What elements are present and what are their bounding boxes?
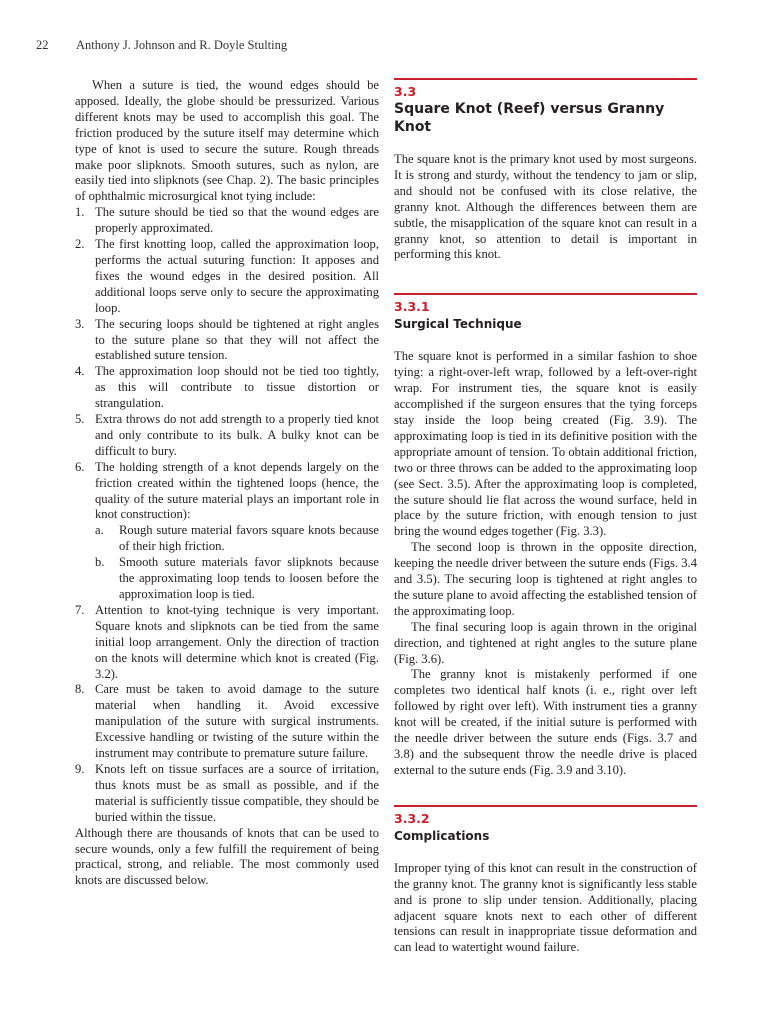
list-item: 9. Knots left on tissue surfaces are a source of irritation, thus knots must be as small as possible, and if the material is sufficiently tissue compatible, they should be buried within the tissue. — [75, 761, 379, 824]
section-number: 3.3.2 — [394, 810, 430, 826]
section-number: 3.3.1 — [394, 299, 430, 315]
list-item: 2. The first knotting loop, called the approximation loop, performs the actual suturing function: It apposes and fixes the wound edges in the desired position. All additional loops serve only to secure the approximating loop. — [75, 237, 379, 315]
list-item: 6. The holding strength of a knot depends largely on the friction created within the tightened loops (hence, the quality of the suture material plays an important role in knot construction): a. Rough suture material favors square knots because of their high friction. b. Smooth suture materials favor slipknots because the approximating loop tends to loosen before the approximation loop is tied. — [75, 459, 379, 601]
running-head-authors: Anthony J. Johnson and R. Doyle Stulting — [76, 38, 288, 52]
intro-paragraph: When a suture is tied, the wound edges should be apposed. Ideally, the globe should be pressurized. Various different knots may be used to accomplish this goal. The friction produced by the suture itself may determine which type of knot is used to secure the suture. Rough threads make poor slipknots. Smooth sutures, such as nylon, are easily tied into slipknots (see Chap. 2). The basic principles of ophthalmic microsurgical knot tying include: — [75, 78, 379, 204]
technique-paragraph-2: The second loop is thrown in the opposite direction, keeping the needle driver between the suture ends (Figs. 3.4 and 3.5). The securing loop is tightened at right angles to the suture plane to avoid affecting the established tension of the approximating loop. — [394, 540, 697, 618]
section-heading-3-3-2 — [394, 805, 697, 845]
section-heading-3-3-1 — [394, 293, 697, 333]
section-title: Square Knot (Reef) versus Granny Knot — [394, 101, 665, 135]
technique-paragraph-3: The final securing loop is again thrown in the original direction, and tightened at right angles to the suture plane (Fig. 3.6). — [394, 619, 697, 666]
technique-paragraph-1: The square knot is performed in a similar fashion to shoe tying: a right-over-left wrap, followed by a left-over-right wrap. For instrument ties, the square knot is easily accomplished if the surgeon ensures that the tying forceps stay inside the loop being created (Fig. 3.9). The approximating loop is tied in its definitive position with the appropriate amount of tension. To obtain additional friction, two or three throws can be added to the approximating loop (see Sect. 3.5). After the approximating loop is completed, the suture should lie flat across the wound surface, held in place by the suture friction, with enough tension to just bring the wound edges together (Fig. 3.3). — [394, 349, 697, 539]
list-item: 1. The suture should be tied so that the wound edges are properly approximated. — [75, 205, 379, 236]
section-number: 3.3 — [394, 84, 417, 99]
list-item: 3. The securing loops should be tightened at right angles to the suture plane so that they will not affect the established suture tension. — [75, 316, 379, 363]
section-title: Surgical Technique — [394, 317, 522, 332]
list-item: 5. Extra throws do not add strength to a properly tied knot and only contribute to its bulk. A bulky knot can be difficult to bury. — [75, 412, 379, 458]
sub-list-item: a. Rough suture material favors square knots because of their high friction. — [95, 523, 379, 554]
list-item: 4. The approximation loop should not be tied too tightly, as this will contribute to tissue distortion or strangulation. — [75, 364, 379, 411]
list-item: 8. Care must be taken to avoid damage to the suture material when handling it. Avoid excessive manipulation of the suture with surgical instruments. Excessive handling or twisting of the suture within the instrument may contribute to premature suture failure. — [75, 682, 379, 761]
sub-list-item: b. Smooth suture materials favor slipknots because the approximating loop tends to loosen before the approximation loop is tied. — [95, 555, 379, 601]
list-item: 7. Attention to knot-tying technique is very important. Square knots and slipknots can be tied from the same initial loop arrangement. Only the direction of traction on the knots will determine which knot is created (Fig. 3.2). — [75, 602, 379, 681]
page-number: 22 — [36, 38, 49, 52]
closing-paragraph: Although there are thousands of knots that can be used to secure wounds, only a few fulfill the requirement of being practical, strong, and reliable. The most commonly used knots are discussed below. — [75, 825, 379, 888]
right-column — [394, 78, 697, 956]
complications-paragraph: Improper tying of this knot can result in the construction of the granny knot. The granny knot is significantly less stable and is prone to slip under tension. Additionally, placing adjacent square knots next to each other of different tensions can result in inappropriate tissue deformation and can lead to watertight wound failure. — [394, 860, 697, 955]
running-header — [36, 38, 732, 56]
principles-list — [75, 205, 379, 825]
section-title: Complications — [394, 828, 490, 843]
left-column — [75, 78, 379, 889]
section-heading-3-3 — [394, 78, 697, 136]
technique-paragraph-4: The granny knot is mistakenly performed if one completes two identical half knots (i. e., right over left followed by right over left). With instrument ties a granny knot will be created, if the initial suture is performed with the needle driver between the suture ends (Figs. 3.7 and 3.8) and the subsequent throw the needle drive is placed external to the suture ends (Fig. 3.9 and 3.10). — [394, 667, 697, 777]
sub-list — [95, 523, 379, 603]
section-3-3-body: The square knot is the primary knot used by most surgeons. It is strong and sturdy, without the tendency to jam or slip, and should not be confused with its close relative, the granny knot. Although the differences between them are subtle, the misapplication of the square knot can result in a granny knot, so attention to detail is important in performing this knot. — [394, 152, 697, 262]
